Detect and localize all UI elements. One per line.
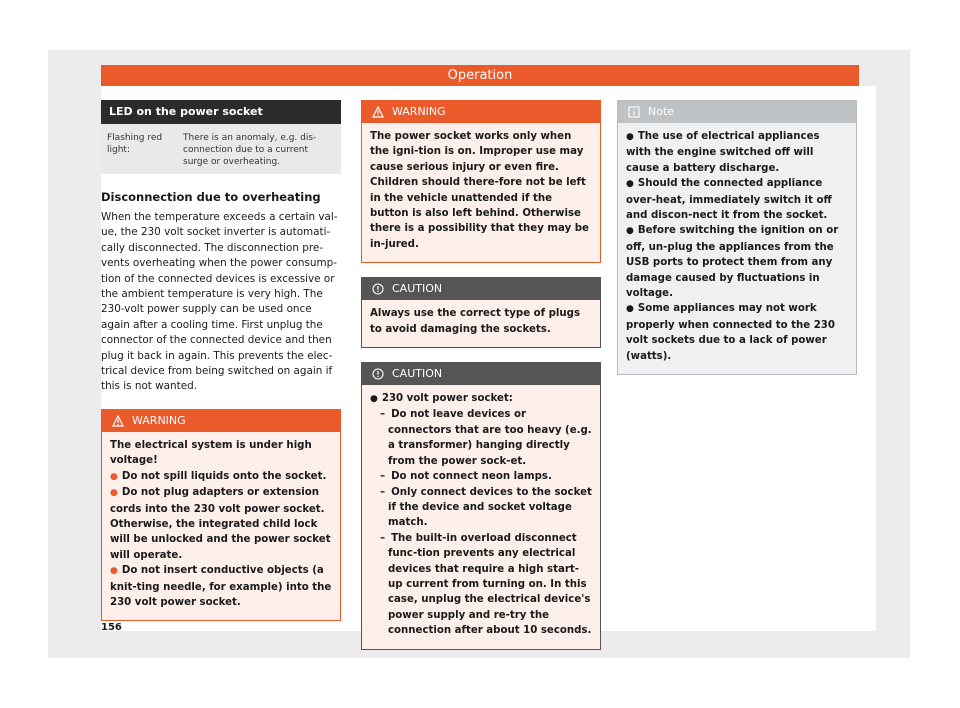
note-header xyxy=(618,101,856,123)
bullet-icon: ● xyxy=(110,471,118,482)
list-item: ● Do not insert conductive objects (a knit-ting needle, for example) into the 230 volt power socket. xyxy=(110,565,332,608)
bullet-icon: ● xyxy=(110,566,118,577)
section-header: Operation xyxy=(101,65,859,86)
table-cell-key: Flashing red light: xyxy=(107,133,163,155)
bullet-icon: ● xyxy=(370,394,378,405)
warning-body xyxy=(362,123,600,262)
bullet-icon: ● xyxy=(626,304,634,315)
sub-list-item: – Do not leave devices or connectors that are too heavy (e.g. a transformer) hanging directly from the power sock-et. xyxy=(380,409,592,467)
warning-header xyxy=(102,410,340,432)
warning-box-ignition xyxy=(361,100,601,263)
bullet-icon: ● xyxy=(626,226,634,237)
caution-header xyxy=(362,363,600,385)
warning-label: WARNING xyxy=(132,413,186,427)
section-text: When the temperature exceeds a certain val-ue, the 230 volt socket inverter is automati-cally disconnected. The disconnection pre-vents overheating when the power consump-tion of the connected devices is excessive or the ambient temperature is very high. The 230-volt power supply can be used once again after a cooling time. First unplug the connector of the connected device and then plug it back in again. This prevents the elec-trical device from being switched on again if this is not wanted. xyxy=(101,211,338,393)
page-number: 156 xyxy=(101,622,122,633)
led-table xyxy=(101,100,341,174)
list-item: ● Do not spill liquids onto the socket. xyxy=(110,470,327,482)
note-body xyxy=(618,123,856,374)
column-middle xyxy=(361,100,601,650)
warning-label: WARNING xyxy=(392,105,446,118)
caution-box-plugs xyxy=(361,277,601,348)
note-box xyxy=(617,100,857,375)
list-item: ● Some appliances may not work properly when connected to the 230 volt sockets due to a lack of power (watts). xyxy=(626,303,835,362)
caution-text: Always use the correct type of plugs to avoid damaging the sockets. xyxy=(370,308,581,335)
sub-list-item: – Only connect devices to the socket if the device and socket voltage match. xyxy=(380,486,592,529)
column-right xyxy=(617,100,857,375)
caution-box-socket xyxy=(361,362,601,650)
caution-icon xyxy=(372,283,384,295)
warning-header xyxy=(362,101,600,123)
bullet-icon: ● xyxy=(626,132,634,142)
warning-box-electrical xyxy=(101,409,341,621)
list-item: ● 230 volt power socket: xyxy=(370,393,513,405)
bullet-icon: ● xyxy=(110,488,118,499)
caution-label: CAUTION xyxy=(392,282,443,296)
column-left xyxy=(101,100,341,621)
section-title: Disconnection due to overheating xyxy=(101,190,321,204)
info-icon xyxy=(628,106,640,118)
caution-header xyxy=(362,278,600,300)
warning-body xyxy=(102,432,340,620)
list-item: ● Before switching the ignition on or off, un-plug the appliances from the USB ports to protect them from any damage caused by fluctuations in voltage. xyxy=(626,225,839,300)
list-item: ● Do not plug adapters or extension cords into the 230 volt power socket. Otherwise, the integrated child lock will be unlocked and the power socket will operate. xyxy=(110,487,331,561)
caution-body xyxy=(362,385,600,649)
bullet-icon: ● xyxy=(626,179,634,190)
warning-triangle-icon xyxy=(112,415,124,427)
sub-list-item: – Do not connect neon lamps. xyxy=(380,471,552,483)
warning-triangle-icon xyxy=(372,106,384,118)
list-item: ● The use of electrical appliances with the engine switched off will cause a battery discharge. xyxy=(626,131,820,174)
caution-body xyxy=(362,300,600,347)
warning-text: The power socket works only when the igni-tion is on. Improper use may cause serious injury or even fire. Children should there-fore not be left in the vehicle unattended if the button is also left behind. Otherwise there is a possibility that they may be in-jured. xyxy=(370,131,589,250)
table-cell-value: There is an anomaly, e.g. dis-connection due to a current surge or overheating. xyxy=(183,133,317,167)
table-row xyxy=(101,124,341,174)
caution-label: CAUTION xyxy=(392,367,443,381)
note-label: Note xyxy=(648,105,675,118)
sub-list-item: – The built-in overload disconnect func-tion prevents any electrical devices that require a high start-up current from turning on. In this case, unplug the electrical device's power supply and re-try the connection after about 10 seconds. xyxy=(380,532,592,637)
caution-icon xyxy=(372,368,384,380)
list-item: ● Should the connected appliance over-heat, immediately switch it off and discon-nect it from the socket. xyxy=(626,178,832,222)
led-table-title: LED on the power socket xyxy=(101,100,341,124)
warning-intro: The electrical system is under high voltage! xyxy=(110,439,312,467)
